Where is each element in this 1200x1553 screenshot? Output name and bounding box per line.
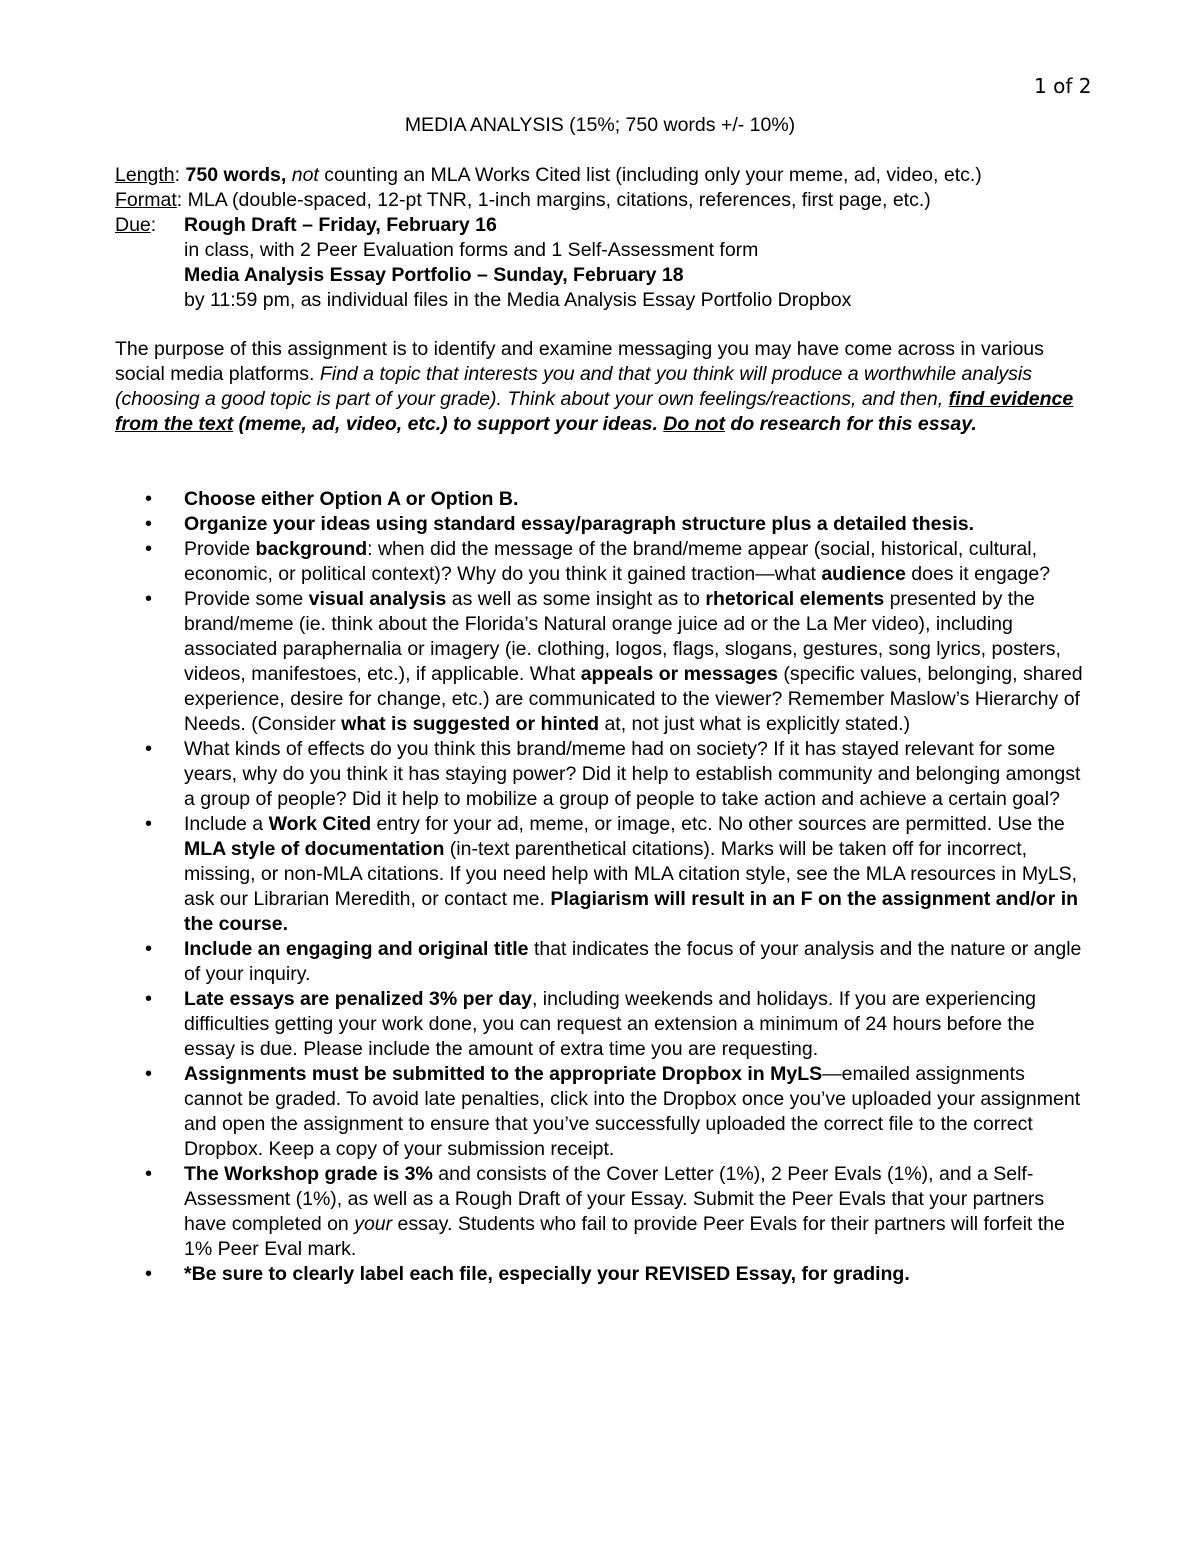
list-item-bold: Include an engaging and original title	[184, 938, 529, 960]
bullet-icon: •	[145, 938, 153, 960]
list-item-text: at, not just what is explicitly stated.)	[599, 713, 911, 735]
list-item-text: Organize your ideas using standard essay/paragraph structure plus a detailed thesis.	[184, 513, 974, 535]
list-item-text: as well as some insight as to	[446, 588, 706, 610]
purpose-bold-italic: (meme, ad, video, etc.) to support your ideas.	[233, 413, 664, 435]
list-item	[0, 1062, 1084, 1162]
list-item-italic: your	[354, 1213, 393, 1235]
list-item-bold: Work Cited	[268, 813, 372, 835]
list-item	[0, 487, 1084, 512]
list-item-bold: visual analysis	[308, 588, 447, 610]
list-item	[0, 537, 1084, 587]
list-item-text: , including weekends and holidays. If you are experiencing difficulties getting your work done, you can request an extension a minimum of 24 hours before the essay is due. Please include the amount of extra time you are requesting.	[184, 988, 1037, 1060]
list-item-text: (in-text parenthetical citations). Marks will be taken off for incorrect, missing, or non-MLA citations. If you need help with MLA citation style, see the MLA resources in MyLS, ask our Librarian Meredith, or contact me.	[184, 838, 1078, 910]
list-item-bold: Late essays are penalized 3% per day	[184, 988, 532, 1010]
format-line	[115, 188, 931, 213]
list-item-bold: appeals or messages	[580, 663, 778, 685]
bullet-icon: •	[145, 588, 153, 610]
length-rest: counting an MLA Works Cited list (including only your meme, ad, video, etc.)	[318, 164, 982, 186]
list-item-text: does it engage?	[905, 563, 1051, 585]
purpose-end: do research for this essay.	[725, 413, 977, 435]
length-bold: 750 words,	[185, 164, 287, 186]
bullet-icon: •	[145, 988, 153, 1010]
list-item-bold: MLA style of documentation	[184, 838, 445, 860]
list-item-text: —emailed assignments cannot be graded. To avoid late penalties, click into the Dropbox once you’ve uploaded your assignment and open the assignment to ensure that you’ve successfully uploaded the correct file to the correct Dropbox. Keep a copy of your submission receipt.	[184, 1063, 1081, 1160]
list-item	[0, 812, 1084, 937]
purpose-paragraph	[115, 337, 1085, 437]
list-item-bold: what is suggested or hinted	[341, 713, 600, 735]
list-item	[0, 987, 1084, 1062]
format-rest: : MLA (double-spaced, 12-pt TNR, 1-inch margins, citations, references, first page, etc.)	[176, 189, 931, 211]
due-rough-draft	[184, 213, 497, 238]
rough-draft-text: Rough Draft – Friday, February 16	[184, 214, 497, 236]
bullet-icon: •	[145, 513, 153, 535]
page-number: 1 of 2	[1034, 74, 1092, 98]
list-item	[0, 1262, 1084, 1287]
list-item-text: that indicates the focus of your analysis and the nature or angle of your inquiry.	[184, 938, 1082, 985]
list-item-text: and consists of the Cover Letter (1%), 2 Peer Evals (1%), and a Self-Assessment (1%), as well as a Rough Draft of your Essay. Submit the Peer Evals that your partners have completed on	[184, 1163, 1045, 1235]
list-item-text: Choose either Option A or Option B.	[184, 488, 519, 510]
purpose-italic: Find a topic that interests you and that you think will produce a worthwhile analysis (choosing a good topic is part of your grade). Think about your own feelings/reactions, and then,	[115, 363, 1032, 410]
bullet-icon: •	[145, 1163, 153, 1185]
due-label: Due	[115, 214, 151, 236]
list-item-text: Include a	[184, 813, 269, 835]
format-label: Format	[115, 189, 177, 211]
bullet-icon: •	[145, 813, 153, 835]
list-item-text: Provide some	[184, 588, 309, 610]
due-portfolio	[184, 263, 684, 288]
purpose-do-not: Do not	[663, 413, 726, 435]
due-label-line: Due:	[115, 214, 157, 236]
list-item-text: presented by the brand/meme (ie. think about the Florida’s Natural orange juice ad or the La Mer video), including associated paraphernalia or imagery (ie. clothing, logos, flags, slogans, gestures, song lyrics, posters, videos, manifestoes, etc.), if applicable. What	[184, 588, 1061, 685]
list-item-bold: *Be sure to clearly label each file, especially your REVISED Essay, for grading.	[184, 1263, 910, 1285]
list-item-text: (specific values, belonging, shared experience, desire for change, etc.) are communicated to the viewer? Remember Maslow’s Hierarchy of Needs. (Consider	[184, 663, 1083, 735]
purpose-evidence: find evidence from the text	[115, 388, 1074, 435]
list-item-text: essay. Students who fail to provide Peer Evals for their partners will forfeit the 1% Peer Eval mark.	[184, 1213, 1065, 1260]
list-item-text: entry for your ad, meme, or image, etc. No other sources are permitted. Use the	[371, 813, 1065, 835]
list-item-text: Provide	[184, 538, 256, 560]
bullet-icon: •	[145, 488, 153, 510]
due-portfolio-detail: by 11:59 pm, as individual files in the Media Analysis Essay Portfolio Dropbox	[184, 289, 852, 311]
list-item-bold: The Workshop grade is 3%	[184, 1163, 433, 1185]
list-item	[0, 512, 1084, 537]
requirements-list	[0, 487, 1200, 1287]
list-item-bold: Plagiarism will result in an F on the assignment and/or in the course.	[184, 888, 1079, 935]
due-rough-draft-detail: in class, with 2 Peer Evaluation forms and 1 Self-Assessment form	[184, 239, 759, 261]
list-item-bold: background	[255, 538, 368, 560]
list-item	[0, 587, 1084, 737]
list-item	[0, 937, 1084, 987]
bullet-icon: •	[145, 738, 153, 760]
document-title: MEDIA ANALYSIS (15%; 750 words +/- 10%)	[404, 114, 796, 136]
bullet-icon: •	[145, 1263, 153, 1285]
list-item-bold: rhetorical elements	[705, 588, 885, 610]
list-item-text: : when did the message of the brand/meme appear (social, historical, cultural, economic, or political context)? Why do you think it gained traction—what	[184, 538, 1037, 585]
length-italic: not	[291, 164, 319, 186]
bullet-icon: •	[145, 538, 153, 560]
bullet-icon: •	[145, 1063, 153, 1085]
list-item	[0, 1162, 1084, 1262]
list-item-bold: Assignments must be submitted to the appropriate Dropbox in MyLS	[184, 1063, 823, 1085]
portfolio-text: Media Analysis Essay Portfolio – Sunday, February 18	[184, 264, 684, 286]
list-item	[0, 737, 1084, 812]
length-line: Length: 750 words, not counting an MLA Works Cited list (including only your meme, ad, video, etc.)	[115, 164, 982, 186]
purpose-plain: The purpose of this assignment is to identify and examine messaging you may have come across in various social media platforms.	[115, 338, 1044, 385]
list-item-bold: audience	[821, 563, 906, 585]
list-item-text: What kinds of effects do you think this brand/meme had on society? If it has stayed relevant for some years, why do you think it has staying power? Did it help to establish community and belonging amongst a group of people? Did it help to mobilize a group of people to take action and achieve a certain goal?	[184, 738, 1081, 810]
length-label: Length	[115, 164, 175, 186]
